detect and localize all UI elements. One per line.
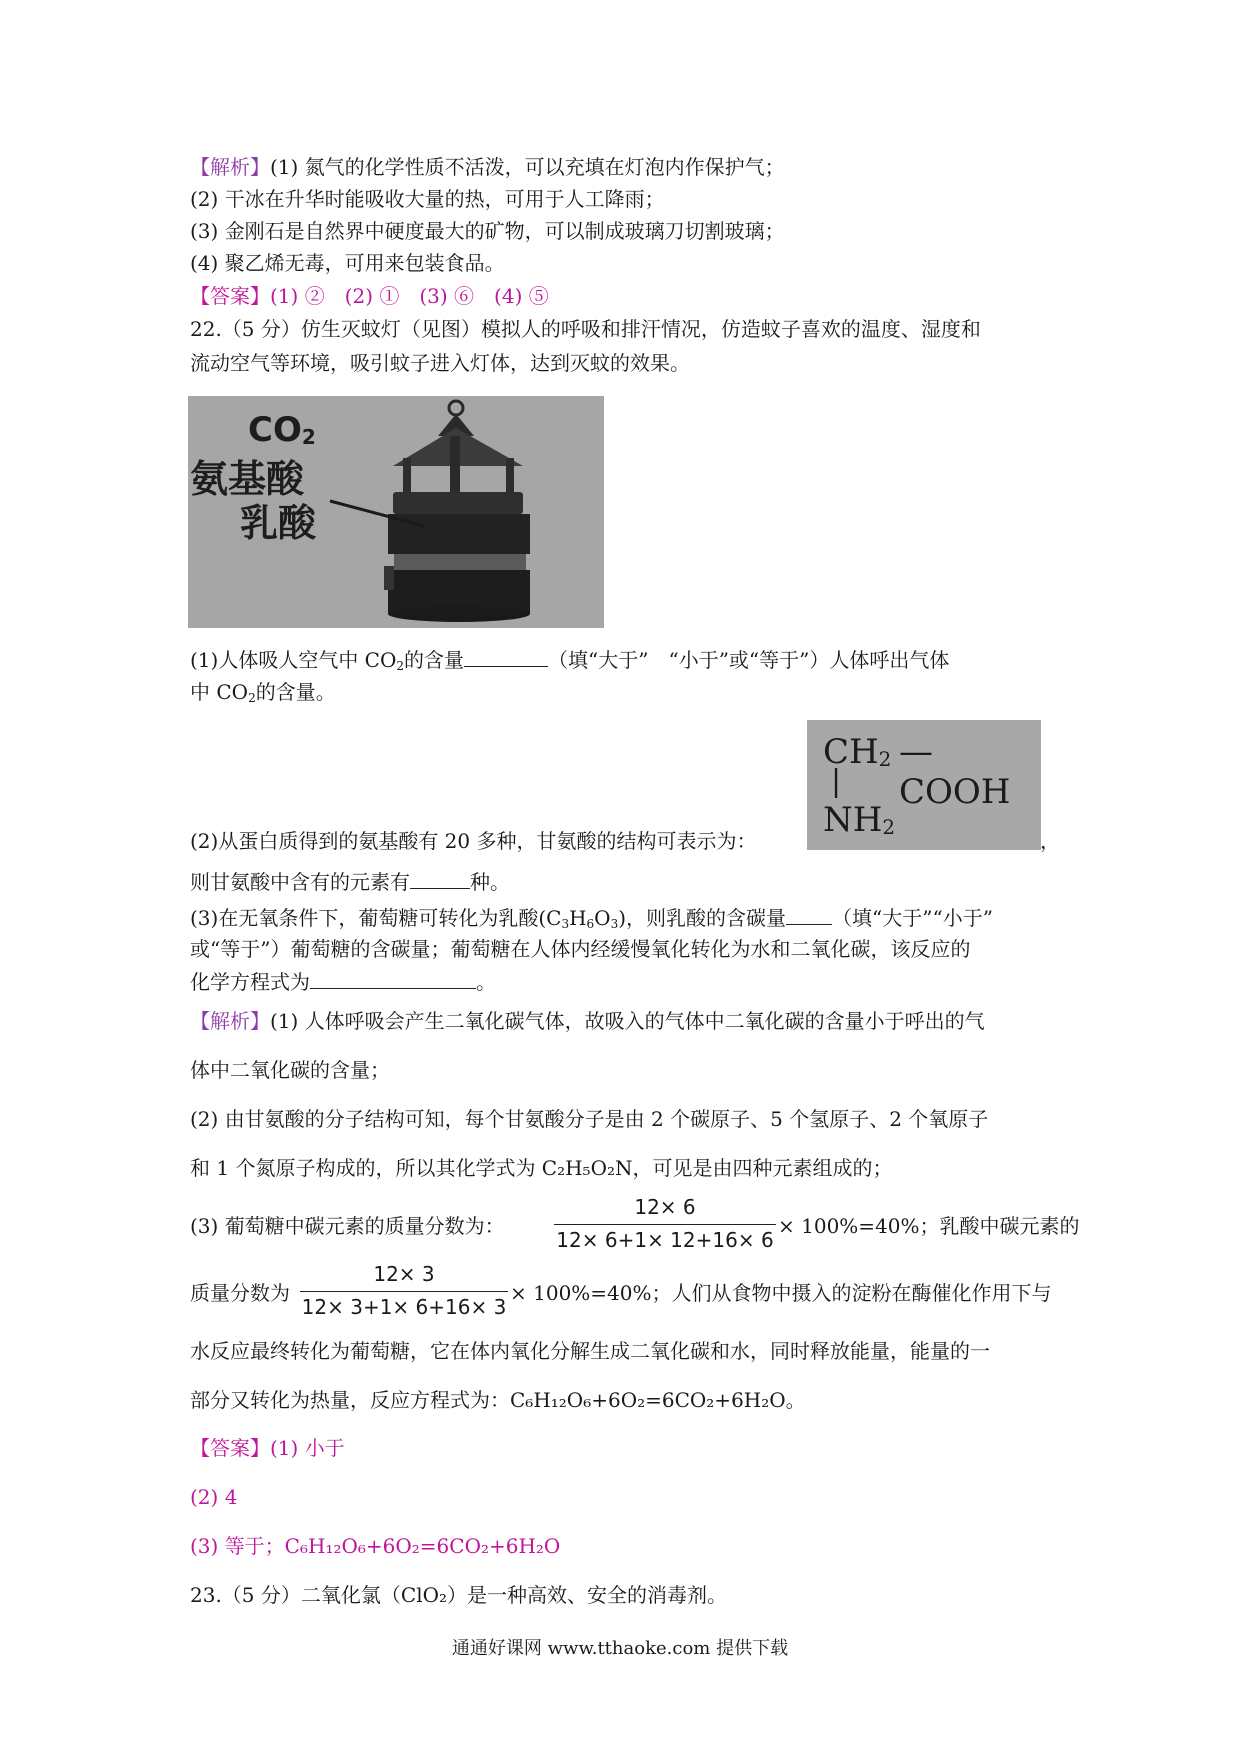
answer-2-line-1: 【答案】(1) 小于 bbox=[190, 1436, 345, 1460]
explanation-2-line-5a: (3) 葡萄糖中碳元素的质量分数为： bbox=[190, 1214, 505, 1238]
q22-part-3-line-1: (3)在无氧条件下，葡萄糖可转化为乳酸$(C_3H_6O_3)$，则乳酸的含碳量 （填“大于”“小于” bbox=[190, 902, 993, 933]
explanation-2-line-6b: × 100%=40%；人们从食物中摄入的淀粉在酶催化作用下与 bbox=[510, 1281, 1052, 1305]
explanation-2-line-7: 水反应最终转化为葡萄糖，它在体内氧化分解生成二氧化碳和水，同时释放能量，能量的一 bbox=[190, 1339, 990, 1363]
amino-acid-label: 氨基酸 bbox=[190, 457, 305, 501]
explanation-2-line-5b: × 100%=40%；乳酸中碳元素的 bbox=[778, 1214, 1080, 1238]
nh2-group: $NH_2$ bbox=[823, 800, 896, 840]
cooh-group: —COOH bbox=[899, 732, 1011, 812]
explanation-1-line-2: (2) 干冰在升华时能吸收大量的热，可用于人工降雨； bbox=[190, 187, 665, 211]
fraction-lactic-carbon: 12× 3 12× 3+1× 6+16× 3 bbox=[301, 1262, 507, 1319]
explanation-1-line-1: 【解析】(1) 氮气的化学性质不活泼，可以充填在灯泡内作保护气； bbox=[190, 155, 785, 179]
explanation-2-line-6a: 质量分数为 bbox=[190, 1281, 290, 1305]
q23-stem: 23.（5 分）二氧化氯（ClO₂）是一种高效、安全的消毒剂。 bbox=[190, 1583, 728, 1607]
q22-part-3-line-3: 化学方程式为 。 bbox=[190, 966, 496, 997]
glycine-structure-image bbox=[807, 720, 1041, 850]
q22-part-1-line-2: 中 $CO_2$的含量。 bbox=[190, 680, 336, 705]
answer-blank[interactable] bbox=[310, 966, 476, 989]
page-footer: 通通好课网 www.tthaoke.com 提供下载 bbox=[451, 1638, 789, 1659]
fraction-glucose-carbon: 12× 6 12× 6+1× 12+16× 6 bbox=[554, 1195, 776, 1259]
explanation-2-line-4: 和 1 个氮原子构成的，所以其化学式为 C₂H₅O₂N，可见是由四种元素组成的； bbox=[190, 1156, 893, 1180]
ch2-group: $CH_2$ bbox=[823, 732, 892, 772]
answer-blank[interactable] bbox=[464, 644, 548, 667]
q22-stem-line-2: 流动空气等环境，吸引蚊子进入灯体，达到灭蚊的效果。 bbox=[190, 351, 690, 375]
q22-part-1-line-1: (1)人体吸人空气中 $CO_2$的含量 （填“大于” “小于”或“等于”）人体呼出气体 bbox=[190, 644, 949, 675]
explanation-1-line-4: (4) 聚乙烯无毒，可用来包装食品。 bbox=[190, 251, 505, 275]
mosquito-lamp-photo bbox=[188, 396, 604, 628]
explanation-2-line-3: (2) 由甘氨酸的分子结构可知，每个甘氨酸分子是由 2 个碳原子、5 个氢原子、2 个氧原子 bbox=[190, 1107, 989, 1131]
explanation-2-line-2: 体中二氧化碳的含量； bbox=[190, 1058, 390, 1082]
q22-part-3-line-2: 或“等于”）葡萄糖的含碳量；葡萄糖在人体内经缓慢氧化转化为水和二氧化碳，该反应的 bbox=[190, 937, 971, 961]
bond-line: | bbox=[831, 764, 842, 799]
explanation-2-line-8: 部分又转化为热量，反应方程式为：C₆H₁₂O₆+6O₂=6CO₂+6H₂O。 bbox=[190, 1388, 806, 1412]
lactic-acid-label: 乳酸 bbox=[240, 501, 317, 545]
q22-part-2-comma: ， bbox=[1040, 829, 1060, 853]
answer-2-line-2: (2) 4 bbox=[190, 1485, 238, 1509]
explanation-tag: 【解析】 bbox=[190, 155, 270, 179]
q22-part-2-line-1: (2)从蛋白质得到的氨基酸有 20 多种，甘氨酸的结构可表示为： bbox=[190, 829, 757, 853]
explanation-2-line-1: 【解析】(1) 人体呼吸会产生二氧化碳气体，故吸入的气体中二氧化碳的含量小于呼出的气 bbox=[190, 1009, 985, 1033]
q22-stem-line-1: 22.（5 分）仿生灭蚊灯（见图）模拟人的呼吸和排汗情况，仿造蚊子喜欢的温度、湿度和 bbox=[190, 317, 981, 341]
answer-2-line-3: (3) 等于；C₆H₁₂O₆+6O₂=6CO₂+6H₂O bbox=[190, 1534, 561, 1558]
answer-blank[interactable] bbox=[410, 866, 470, 889]
q22-part-2-line-2: 则甘氨酸中含有的元素有 种。 bbox=[190, 866, 510, 897]
co2-label: $CO_2$ bbox=[248, 410, 316, 450]
answer-blank[interactable] bbox=[786, 902, 832, 925]
answer-1: 【答案】(1) ② (2) ① (3) ⑥ (4) ⑤ bbox=[190, 284, 549, 308]
explanation-1-line-3: (3) 金刚石是自然界中硬度最大的矿物，可以制成玻璃刀切割玻璃； bbox=[190, 219, 785, 243]
